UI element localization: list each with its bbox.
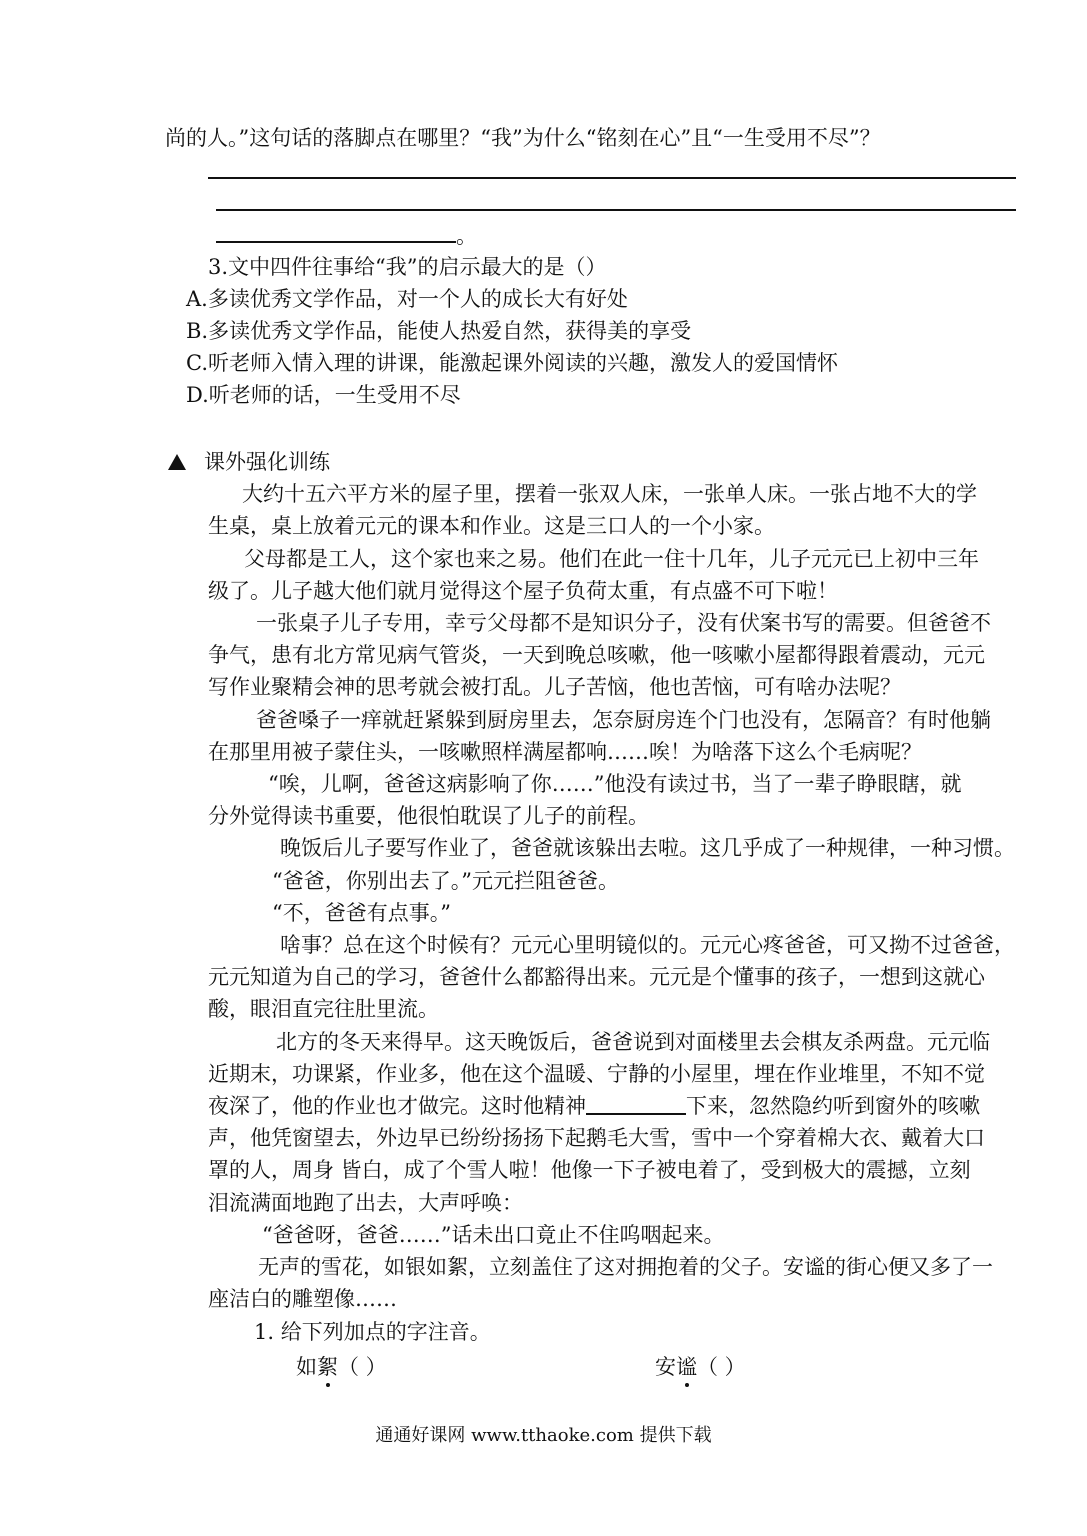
paragraph-line: “唉，儿啊，爸爸这病影响了你……”他没有读过书，当了一辈子睁眼瞎，就 [268, 772, 962, 796]
answer-parens: （ ） [338, 1355, 387, 1379]
paragraph-line: 泪流满面地跑了出去，大声呼唤： [208, 1191, 523, 1215]
paragraph-line: “不，爸爸有点事。” [272, 901, 451, 925]
paragraph-line: 争气，患有北方常见病气管炎，一天到晚总咳嗽，他一咳嗽小屋都得跟着震动，元元 [208, 643, 985, 667]
answer-parens: （ ） [697, 1355, 746, 1379]
option-b: B.多读优秀文学作品，能使人热爱自然，获得美的享受 [186, 319, 692, 343]
paragraph-line: 一张桌子儿子专用，幸亏父母都不是知识分子，没有伏案书写的需要。但爸爸不 [256, 611, 991, 635]
option-c: C.听老师入情入理的讲课，能激起课外阅读的兴趣，激发人的爱国情怀 [186, 351, 838, 375]
paragraph-line: “爸爸呀，爸爸……”话未出口竟止不住呜咽起来。 [262, 1223, 725, 1247]
paragraph-line: 北方的冬天来得早。这天晚饭后，爸爸说到对面楼里去会棋友杀两盘。元元临 [276, 1030, 990, 1054]
paragraph-line: 声，他凭窗望去，外边早已纷纷扬扬下起鹅毛大雪，雪中一个穿着棉大衣、戴着大口 [208, 1126, 985, 1150]
paragraph-line: 级了。儿子越大他们就月觉得这个屋子负荷太重，有点盛不可下啦！ [208, 579, 838, 603]
paragraph-line: 酸，眼泪直完往肚里流。 [208, 997, 439, 1021]
word-char: 如 [296, 1355, 317, 1379]
section-heading [168, 448, 330, 476]
paragraph-line: 无声的雪花，如银如絮，立刻盖住了这对拥抱着的父子。安谧的街心便又多了一 [258, 1255, 993, 1279]
paragraph-line: 罩的人，周身 皆白，成了个雪人啦！他像一下子被电着了，受到极大的震撼，立刻 [208, 1158, 971, 1182]
text-segment: 下来，忽然隐约听到窗外的咳嗽 [686, 1094, 980, 1118]
pinyin-item [655, 1353, 746, 1381]
paragraph-line: “爸爸，你别出去了。”元元拦阻爸爸。 [272, 869, 619, 893]
paragraph-line: 写作业聚精会神的思考就会被打乱。儿子苦恼，他也苦恼，可有啥办法呢？ [208, 675, 901, 699]
option-a: A.多读优秀文学作品，对一个人的成长大有好处 [186, 287, 628, 311]
paragraph-line: 近期末，功课紧，作业多，他在这个温暖、宁静的小屋里，埋在作业堆里，不知不觉 [208, 1062, 985, 1086]
paragraph-line: 元元知道为自己的学习，爸爸什么都豁得出来。元元是个懂事的孩子，一想到这就心 [208, 965, 985, 989]
dotted-char: 絮 [317, 1355, 338, 1379]
section-title: 课外强化训练 [204, 450, 330, 474]
paragraph-line: 在那里用被子蒙住头，一咳嗽照样满屋都响……唉！为啥落下这么个毛病呢？ [208, 740, 922, 764]
dotted-char: 谧 [676, 1355, 697, 1379]
answer-line [216, 209, 1016, 211]
question-stem: 1. 给下列加点的字注音。 [254, 1320, 491, 1344]
paragraph-line: 分外觉得读书重要，他很怕耽误了儿子的前程。 [208, 804, 649, 828]
paragraph-line: 大约十五六平方米的屋子里，摆着一张双人床，一张单人床。一张占地不大的学 [242, 482, 977, 506]
option-d: D.听老师的话，一生受用不尽 [186, 383, 461, 407]
paragraph-line: 晚饭后儿子要写作业了，爸爸就该躲出去啦。这几乎成了一种规律，一种习惯。 [280, 836, 1015, 860]
paragraph-line: 爸爸嗓子一痒就赶紧躲到厨房里去，怎奈厨房连个门也没有，怎隔音？有时他躺 [256, 708, 991, 732]
paragraph-line: 座洁白的雕塑像…… [208, 1287, 397, 1311]
question-text: 尚的人。”这句话的落脚点在哪里？“我”为什么“铭刻在心”且“一生受用不尽”？ [165, 126, 881, 150]
fill-blank [586, 1093, 686, 1115]
text-segment: 夜深了，他的作业也才做完。这时他精神 [208, 1094, 586, 1118]
pinyin-item [296, 1353, 387, 1381]
paragraph-line [208, 1092, 980, 1120]
word-char: 安 [655, 1355, 676, 1379]
answer-line [208, 177, 1016, 179]
paragraph-line: 父母都是工人，这个家也来之易。他们在此一住十几年，儿子元元已上初中三年 [244, 547, 979, 571]
page-footer: 通通好课网 www.tthaoke.com 提供下载 [375, 1425, 712, 1446]
period-mark: 。 [456, 224, 477, 248]
paragraph-line: 生桌，桌上放着元元的课本和作业。这是三口人的一个小家。 [208, 514, 775, 538]
paragraph-line: 啥事？总在这个时候有？元元心里明镜似的。元元心疼爸爸，可又拗不过爸爸， [280, 933, 1015, 957]
answer-line [216, 241, 456, 243]
question-stem: 3.文中四件往事给“我”的启示最大的是（） [208, 255, 607, 279]
triangle-icon [168, 454, 186, 470]
